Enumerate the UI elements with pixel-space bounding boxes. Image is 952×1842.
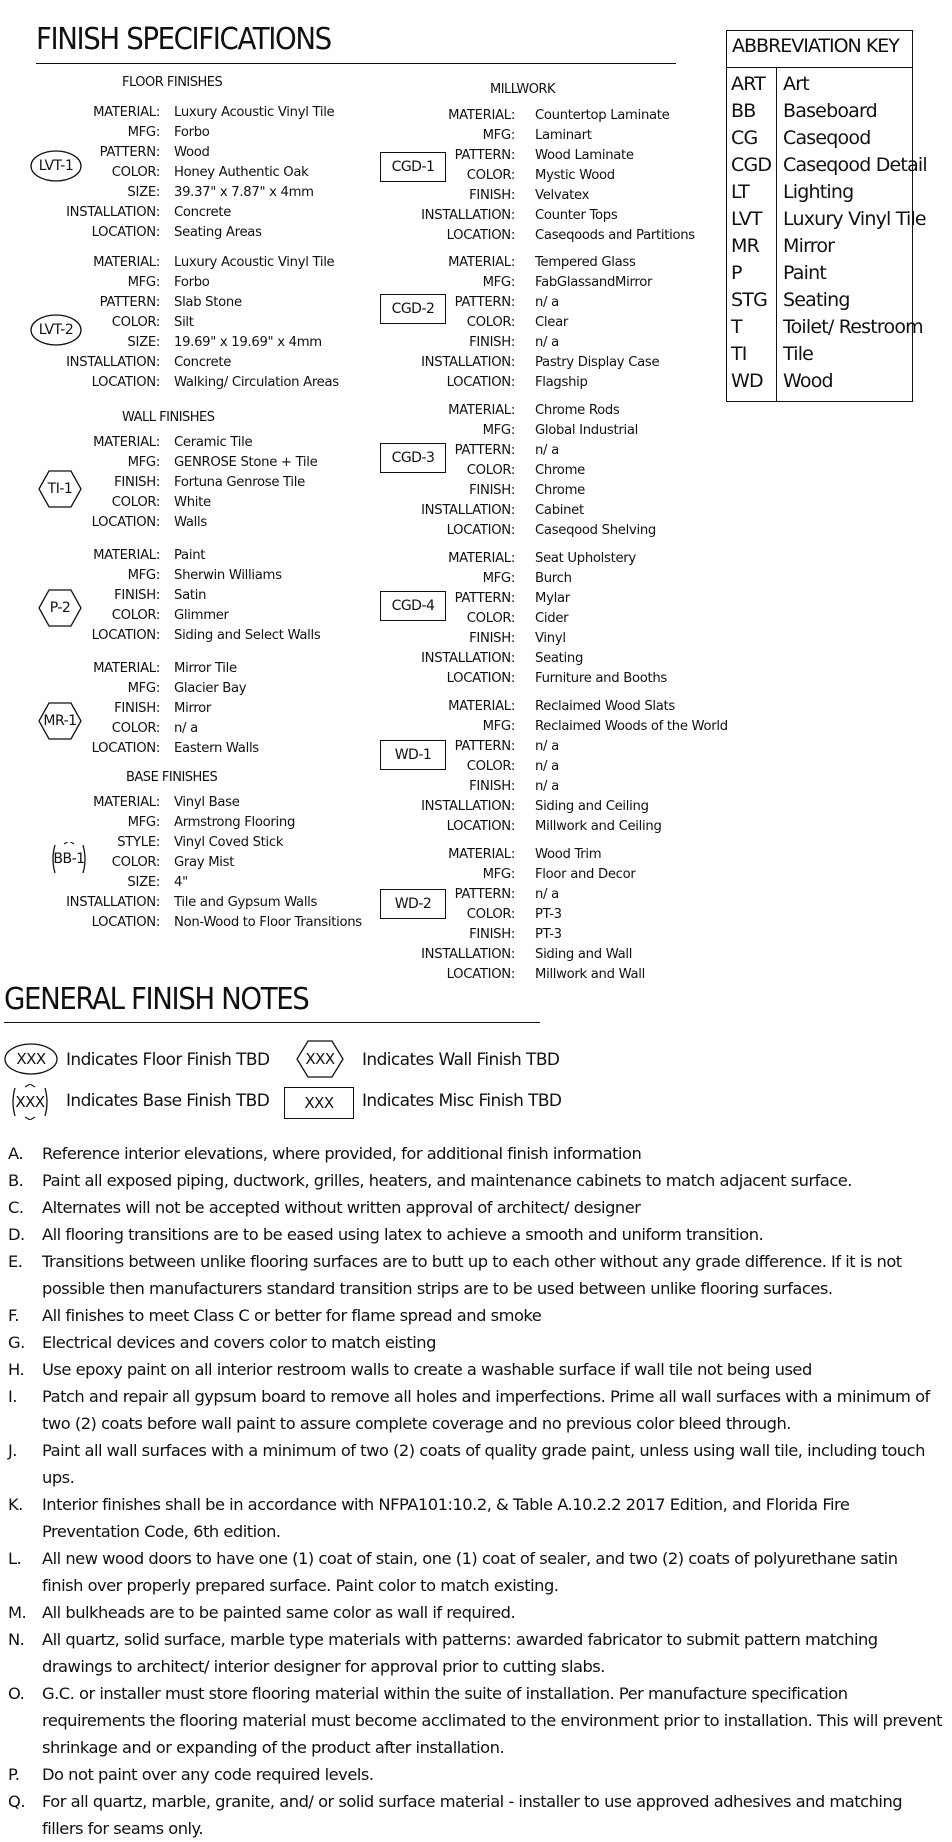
spec-value: Vinyl Base: [174, 795, 240, 810]
spec-value: Global Industrial: [535, 423, 639, 438]
abbreviation-item: [727, 260, 912, 287]
spec-value: Pastry Display Case: [535, 355, 660, 370]
spec-key: LOCATION:: [446, 671, 515, 686]
abbreviation-item: [727, 125, 912, 152]
spec-key: SIZE:: [127, 875, 160, 890]
spec-key: FINISH:: [469, 927, 515, 942]
spec-value: Gray Mist: [174, 855, 235, 870]
spec-value: Millwork and Ceiling: [535, 819, 662, 834]
spec-value: Wood: [174, 145, 210, 160]
abbreviation-code: MR: [731, 235, 759, 257]
note-text: Transitions between unlike flooring surfaces are to butt up to each other without any grade difference. If it is not possible then manufacturers standard transition strips are to be used between unlike flooring surfaces.: [42, 1252, 902, 1298]
spec-key: INSTALLATION:: [421, 651, 515, 666]
abbreviation-code: STG: [731, 289, 767, 311]
general-notes-list: [8, 1140, 943, 1842]
spec-value: n/ a: [535, 887, 559, 902]
spec-key: LOCATION:: [91, 225, 160, 240]
abbreviation-code: CG: [731, 127, 758, 149]
note-text: Use epoxy paint on all interior restroom walls to create a washable surface if wall tile not being used: [42, 1360, 812, 1379]
spec-value: Siding and Select Walls: [174, 628, 321, 643]
floor-finishes-heading: FLOOR FINISHES: [122, 75, 223, 90]
spec-value: Luxury Acoustic Vinyl Tile: [174, 255, 335, 270]
legend-wall-text: Indicates Wall Finish TBD: [362, 1050, 560, 1070]
general-note-item: [8, 1437, 943, 1491]
abbreviation-key-header-rule: [727, 67, 912, 68]
spec-value: Reclaimed Woods of the World: [535, 719, 728, 734]
note-letter: K.: [8, 1495, 23, 1514]
spec-value: Vinyl Coved Stick: [174, 835, 284, 850]
spec-value: Wood Trim: [535, 847, 602, 862]
spec-value: 39.37" x 7.87" x 4mm: [174, 185, 314, 200]
abbreviation-code: BB: [731, 100, 756, 122]
legend-floor-tag: [4, 1043, 58, 1075]
millwork-tag-label: CGD-3: [391, 450, 435, 466]
spec-value: Honey Authentic Oak: [174, 165, 309, 180]
spec-value: Siding and Ceiling: [535, 799, 649, 814]
abbreviation-item: [727, 233, 912, 260]
abbreviation-item: [727, 368, 912, 395]
floor-tag-label: LVT-1: [38, 158, 74, 174]
spec-value: GENROSE Stone + Tile: [174, 455, 318, 470]
spec-key: COLOR:: [111, 855, 160, 870]
note-text: For all quartz, marble, granite, and/ or solid surface material - installer to use approved adhesives and matching fillers for seams only.: [42, 1792, 903, 1838]
millwork-tag-cgd-4: [380, 591, 446, 621]
spec-value: Counter Tops: [535, 208, 618, 223]
spec-key: MATERIAL:: [448, 403, 515, 418]
spec-key: MFG:: [127, 815, 160, 830]
note-letter: F.: [8, 1306, 19, 1325]
note-letter: E.: [8, 1252, 23, 1271]
spec-key: MFG:: [482, 423, 515, 438]
spec-key: INSTALLATION:: [66, 355, 160, 370]
spec-value: Siding and Wall: [535, 947, 633, 962]
millwork-tag-cgd-3: [380, 443, 446, 473]
millwork-tag-label: WD-1: [394, 747, 432, 763]
floor-tag-lvt-2: [30, 314, 82, 346]
spec-key: MATERIAL:: [448, 551, 515, 566]
legend-base-tag-label: XXX: [15, 1093, 45, 1111]
spec-value: Wood Laminate: [535, 148, 634, 163]
legend-floor-tag-label: XXX: [16, 1050, 46, 1068]
spec-value: 19.69" x 19.69" x 4mm: [174, 335, 322, 350]
spec-key: MFG:: [127, 275, 160, 290]
spec-key: MFG:: [482, 275, 515, 290]
spec-value: White: [174, 495, 211, 510]
general-note-item: [8, 1545, 943, 1599]
abbreviation-description: Wood: [783, 370, 833, 392]
spec-key: SIZE:: [127, 335, 160, 350]
note-letter: N.: [8, 1630, 25, 1649]
abbreviation-item: [727, 287, 912, 314]
millwork-tag-label: WD-2: [394, 896, 432, 912]
note-text: Reference interior elevations, where provided, for additional finish information: [42, 1144, 642, 1163]
spec-value: n/ a: [535, 759, 559, 774]
abbreviation-code: ART: [731, 73, 766, 95]
note-text: Paint all exposed piping, ductwork, grilles, heaters, and maintenance cabinets to match adjacent surface.: [42, 1171, 852, 1190]
abbreviation-description: Baseboard: [783, 100, 877, 122]
spec-key: COLOR:: [111, 721, 160, 736]
wall-tag-label: P-2: [49, 600, 71, 616]
spec-value: Floor and Decor: [535, 867, 636, 882]
spec-value: Reclaimed Wood Slats: [535, 699, 675, 714]
spec-key: MFG:: [482, 128, 515, 143]
page-title: FINISH SPECIFICATIONS: [36, 22, 331, 57]
spec-value: Ceramic Tile: [174, 435, 253, 450]
spec-key: MFG:: [482, 719, 515, 734]
general-note-item: [8, 1221, 943, 1248]
spec-value: Caseqood Shelving: [535, 523, 656, 538]
spec-value: Fortuna Genrose Tile: [174, 475, 305, 490]
note-letter: J.: [8, 1441, 17, 1460]
spec-value: Clear: [535, 315, 568, 330]
millwork-tag-cgd-2: [380, 294, 446, 324]
general-note-item: [8, 1248, 943, 1302]
spec-value: Mirror: [174, 701, 212, 716]
spec-key: FINISH:: [469, 631, 515, 646]
spec-value: Concrete: [174, 205, 232, 220]
spec-value: Eastern Walls: [174, 741, 259, 756]
spec-key: LOCATION:: [446, 523, 515, 538]
spec-value: Sherwin Williams: [174, 568, 282, 583]
spec-value: n/ a: [535, 295, 559, 310]
spec-key: COLOR:: [111, 165, 160, 180]
spec-key: MATERIAL:: [93, 435, 160, 450]
spec-value: Velvatex: [535, 188, 590, 203]
spec-key: INSTALLATION:: [421, 947, 515, 962]
spec-value: Satin: [174, 588, 207, 603]
title-underline: [36, 63, 676, 64]
note-text: Patch and repair all gypsum board to remove all holes and imperfections. Prime all wall surfaces with a minimum of two (2) coats before wall paint to assure complete coverage and no previous color bleed through.: [42, 1387, 930, 1433]
spec-value: Vinyl: [535, 631, 566, 646]
note-text: Alternates will not be accepted without written approval of architect/ designer: [42, 1198, 641, 1217]
spec-key: MFG:: [127, 681, 160, 696]
spec-value: Chrome Rods: [535, 403, 620, 418]
general-note-item: [8, 1302, 943, 1329]
spec-key: PATTERN:: [454, 295, 515, 310]
spec-key: MFG:: [127, 568, 160, 583]
note-text: All finishes to meet Class C or better for flame spread and smoke: [42, 1306, 542, 1325]
millwork-tag-label: CGD-2: [391, 301, 435, 317]
spec-value: Burch: [535, 571, 572, 586]
note-letter: O.: [8, 1684, 25, 1703]
spec-key: COLOR:: [111, 608, 160, 623]
spec-key: COLOR:: [466, 463, 515, 478]
spec-key: MFG:: [482, 867, 515, 882]
spec-key: COLOR:: [111, 315, 160, 330]
spec-value: n/ a: [535, 739, 559, 754]
spec-value: Flagship: [535, 375, 588, 390]
millwork-tag-label: CGD-4: [391, 598, 435, 614]
spec-key: PATTERN:: [454, 148, 515, 163]
spec-value: Mylar: [535, 591, 570, 606]
note-letter: L.: [8, 1549, 22, 1568]
spec-key: FINISH:: [469, 779, 515, 794]
spec-value: Mystic Wood: [535, 168, 615, 183]
spec-key: PATTERN:: [454, 739, 515, 754]
spec-value: Laminart: [535, 128, 592, 143]
spec-key: MATERIAL:: [93, 548, 160, 563]
note-text: Electrical devices and covers color to match eisting: [42, 1333, 436, 1352]
spec-value: n/ a: [535, 335, 559, 350]
spec-key: INSTALLATION:: [421, 799, 515, 814]
general-note-item: [8, 1329, 943, 1356]
notes-title-underline: [4, 1022, 540, 1023]
abbreviation-description: Seating: [783, 289, 850, 311]
abbreviation-description: Caseqood Detail: [783, 154, 927, 176]
abbreviation-code: CGD: [731, 154, 772, 176]
spec-key: COLOR:: [466, 611, 515, 626]
floor-tag-label: LVT-2: [38, 322, 74, 338]
spec-key: FINISH:: [114, 475, 160, 490]
abbreviation-description: Tile: [783, 343, 814, 365]
millwork-tag-cgd-1: [380, 152, 446, 182]
floor-tag-lvt-1: [30, 150, 82, 182]
abbreviation-key-title: ABBREVIATION KEY: [732, 35, 899, 57]
spec-key: LOCATION:: [91, 628, 160, 643]
abbreviation-code: LT: [731, 181, 749, 203]
general-note-item: [8, 1788, 943, 1842]
spec-key: STYLE:: [117, 835, 160, 850]
legend-misc-text: Indicates Misc Finish TBD: [362, 1091, 562, 1111]
legend-base-text: Indicates Base Finish TBD: [66, 1091, 270, 1111]
general-note-item: [8, 1491, 943, 1545]
spec-value: Tile and Gypsum Walls: [174, 895, 318, 910]
note-letter: H.: [8, 1360, 25, 1379]
spec-value: Furniture and Booths: [535, 671, 667, 686]
wall-tag-label: MR-1: [43, 713, 77, 729]
spec-key: MATERIAL:: [448, 255, 515, 270]
spec-key: FINISH:: [469, 483, 515, 498]
spec-key: INSTALLATION:: [421, 208, 515, 223]
abbreviation-item: [727, 341, 912, 368]
spec-key: LOCATION:: [91, 375, 160, 390]
note-letter: I.: [8, 1387, 17, 1406]
spec-value: PT-3: [535, 927, 562, 942]
spec-value: Glimmer: [174, 608, 229, 623]
spec-value: Armstrong Flooring: [174, 815, 296, 830]
note-letter: B.: [8, 1171, 24, 1190]
spec-value: FabGlassandMirror: [535, 275, 653, 290]
legend-misc-tag-label: XXX: [304, 1094, 334, 1112]
general-note-item: [8, 1356, 943, 1383]
spec-value: Countertop Laminate: [535, 108, 670, 123]
abbreviation-key: [726, 30, 927, 402]
notes-title: GENERAL FINISH NOTES: [4, 982, 309, 1017]
spec-key: PATTERN:: [454, 443, 515, 458]
spec-key: FINISH:: [114, 588, 160, 603]
abbreviation-description: Caseqood: [783, 127, 871, 149]
note-letter: C.: [8, 1198, 24, 1217]
spec-value: n/ a: [174, 721, 198, 736]
spec-value: Forbo: [174, 125, 210, 140]
spec-key: LOCATION:: [446, 819, 515, 834]
note-letter: D.: [8, 1225, 25, 1244]
abbreviation-description: Paint: [783, 262, 827, 284]
spec-key: MFG:: [482, 571, 515, 586]
legend-base-tag: [10, 1084, 50, 1120]
spec-value: Millwork and Wall: [535, 967, 645, 982]
spec-key: MATERIAL:: [448, 847, 515, 862]
general-note-item: [8, 1761, 943, 1788]
abbreviation-item: [727, 179, 912, 206]
note-text: All bulkheads are to be painted same color as wall if required.: [42, 1603, 516, 1622]
spec-key: LOCATION:: [91, 515, 160, 530]
abbreviation-code: TI: [731, 343, 747, 365]
note-text: All flooring transitions are to be eased using latex to achieve a smooth and uniform transition.: [42, 1225, 764, 1244]
abbreviation-description: Lighting: [783, 181, 854, 203]
note-text: All quartz, solid surface, marble type materials with patterns: awarded fabricator to submit pattern matching drawings to architect/ interior designer for approval prior to cutting slabs.: [42, 1630, 878, 1676]
spec-key: MATERIAL:: [93, 795, 160, 810]
spec-value: Walking/ Circulation Areas: [174, 375, 339, 390]
wall-tag-mr-1: [38, 702, 82, 740]
general-note-item: [8, 1626, 943, 1680]
legend-wall-tag: [296, 1040, 344, 1078]
spec-value: Slab Stone: [174, 295, 242, 310]
spec-value: Concrete: [174, 355, 232, 370]
spec-key: COLOR:: [466, 315, 515, 330]
millwork-tag-wd-2: [380, 889, 446, 919]
general-note-item: [8, 1194, 943, 1221]
spec-key: PATTERN:: [99, 145, 160, 160]
abbreviation-code: LVT: [731, 208, 762, 230]
abbreviation-item: [727, 152, 927, 179]
spec-key: LOCATION:: [446, 375, 515, 390]
spec-key: MFG:: [127, 125, 160, 140]
general-note-item: [8, 1140, 943, 1167]
spec-value: Glacier Bay: [174, 681, 247, 696]
note-letter: G.: [8, 1333, 25, 1352]
spec-key: MFG:: [127, 455, 160, 470]
wall-tag-label: TI-1: [47, 481, 73, 497]
note-text: Interior finishes shall be in accordance with NFPA101:10.2, & Table A.10.2.2 2017 Edition, and Florida Fire Preventation Code, 6th edition.: [42, 1495, 850, 1541]
spec-key: SIZE:: [127, 185, 160, 200]
spec-key: MATERIAL:: [93, 661, 160, 676]
note-text: Do not paint over any code required levels.: [42, 1765, 374, 1784]
spec-key: PATTERN:: [454, 591, 515, 606]
millwork-tag-label: CGD-1: [391, 159, 435, 175]
spec-key: MATERIAL:: [93, 255, 160, 270]
legend-misc-tag: [284, 1087, 354, 1119]
spec-key: INSTALLATION:: [421, 355, 515, 370]
spec-value: Silt: [174, 315, 194, 330]
general-note-item: [8, 1383, 943, 1437]
note-letter: Q.: [8, 1792, 25, 1811]
wall-finishes-heading: WALL FINISHES: [122, 410, 215, 425]
spec-key: FINISH:: [114, 701, 160, 716]
spec-key: COLOR:: [466, 168, 515, 183]
spec-key: COLOR:: [111, 495, 160, 510]
abbreviation-item: [727, 314, 923, 341]
spec-key: MATERIAL:: [448, 699, 515, 714]
spec-key: LOCATION:: [91, 915, 160, 930]
abbreviation-item: [727, 71, 912, 98]
spec-value: Walls: [174, 515, 207, 530]
spec-value: Chrome: [535, 463, 585, 478]
spec-value: PT-3: [535, 907, 562, 922]
spec-key: INSTALLATION:: [421, 503, 515, 518]
note-text: Paint all wall surfaces with a minimum of two (2) coats of quality grade paint, unless using wall tile, including touch ups.: [42, 1441, 925, 1487]
spec-value: Cabinet: [535, 503, 584, 518]
millwork-heading: MILLWORK: [490, 82, 555, 97]
spec-key: COLOR:: [466, 907, 515, 922]
spec-key: MATERIAL:: [448, 108, 515, 123]
spec-key: COLOR:: [466, 759, 515, 774]
spec-value: Non-Wood to Floor Transitions: [174, 915, 362, 930]
spec-value: n/ a: [535, 443, 559, 458]
legend-wall-tag-label: XXX: [305, 1050, 335, 1068]
spec-value: Seating Areas: [174, 225, 262, 240]
spec-key: INSTALLATION:: [66, 205, 160, 220]
base-tag-label: BB-1: [53, 851, 85, 867]
spec-value: Luxury Acoustic Vinyl Tile: [174, 105, 335, 120]
spec-value: Seat Upholstery: [535, 551, 636, 566]
base-tag-bb-1: [50, 842, 88, 876]
base-finishes-heading: BASE FINISHES: [126, 770, 218, 785]
spec-value: 4": [174, 875, 188, 890]
general-note-item: [8, 1167, 943, 1194]
abbreviation-description: Toilet/ Restroom: [783, 316, 923, 338]
spec-key: FINISH:: [469, 335, 515, 350]
spec-key: PATTERN:: [454, 887, 515, 902]
note-letter: M.: [8, 1603, 27, 1622]
spec-value: Caseqoods and Partitions: [535, 228, 695, 243]
spec-value: Seating: [535, 651, 584, 666]
abbreviation-description: Mirror: [783, 235, 835, 257]
spec-value: Paint: [174, 548, 206, 563]
spec-key: PATTERN:: [99, 295, 160, 310]
general-note-item: [8, 1680, 943, 1761]
abbreviation-code: T: [731, 316, 742, 338]
note-letter: A.: [8, 1144, 24, 1163]
abbreviation-item: [727, 206, 926, 233]
abbreviation-item: [727, 98, 912, 125]
note-text: G.C. or installer must store flooring material within the suite of installation. Per manufacture specification requirements the flooring material must become acclimated to the environment prior to installation. This will prevent shrinkage and or expanding of the product after installation.: [42, 1684, 943, 1757]
wall-tag-ti-1: [38, 470, 82, 508]
spec-key: INSTALLATION:: [66, 895, 160, 910]
spec-value: Chrome: [535, 483, 585, 498]
abbreviation-code: P: [731, 262, 742, 284]
spec-key: FINISH:: [469, 188, 515, 203]
spec-value: n/ a: [535, 779, 559, 794]
abbreviation-description: Luxury Vinyl Tile: [783, 208, 926, 230]
general-note-item: [8, 1599, 943, 1626]
note-text: All new wood doors to have one (1) coat of stain, one (1) coat of sealer, and two (2) coats of polyurethane satin finish over properly prepared surface. Paint color to match existing.: [42, 1549, 898, 1595]
spec-value: Forbo: [174, 275, 210, 290]
abbreviation-description: Art: [783, 73, 809, 95]
spec-key: LOCATION:: [446, 967, 515, 982]
millwork-tag-wd-1: [380, 740, 446, 770]
wall-tag-p-2: [38, 589, 82, 627]
spec-value: Cider: [535, 611, 569, 626]
spec-key: LOCATION:: [446, 228, 515, 243]
spec-key: LOCATION:: [91, 741, 160, 756]
abbreviation-code: WD: [731, 370, 763, 392]
spec-value: Tempered Glass: [535, 255, 636, 270]
note-letter: P.: [8, 1765, 20, 1784]
spec-value: Mirror Tile: [174, 661, 237, 676]
spec-key: MATERIAL:: [93, 105, 160, 120]
legend-floor-text: Indicates Floor Finish TBD: [66, 1050, 270, 1070]
